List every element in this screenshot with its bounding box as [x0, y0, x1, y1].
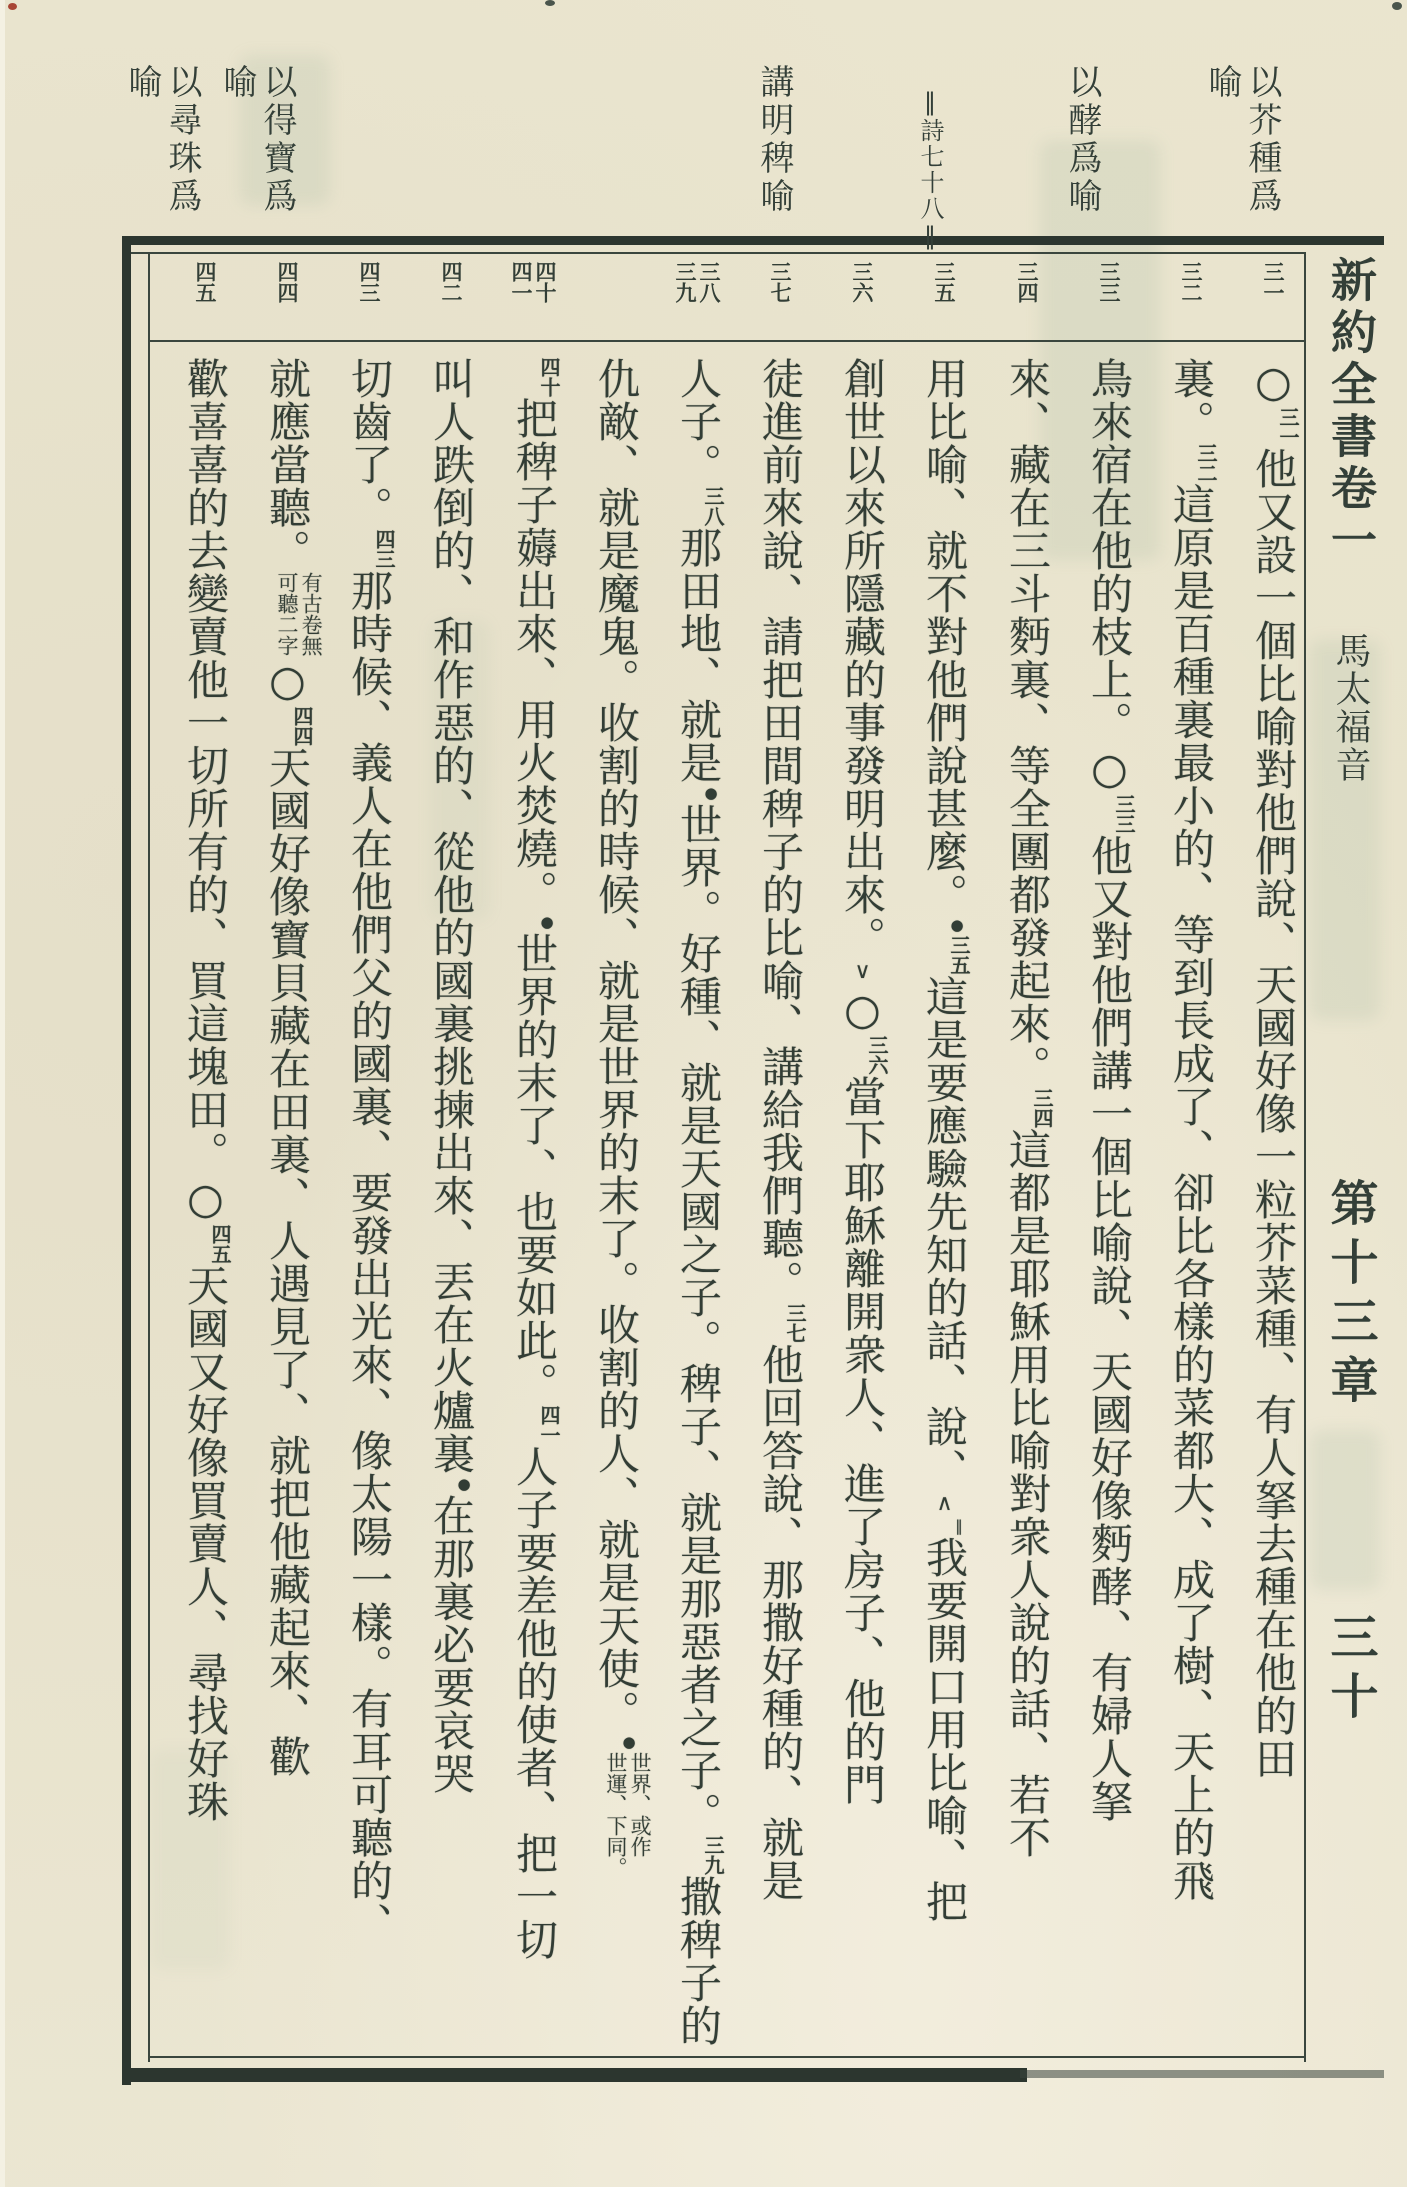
inline-footnote-line: 可聽二字 — [275, 572, 299, 656]
frame-left-thick — [122, 236, 131, 2085]
book-title: 新約全書卷一 — [1324, 256, 1378, 568]
margin-note-continuation: 喻 — [122, 64, 162, 102]
inline-verse-number: 三八 — [701, 486, 725, 526]
inline-verse-number: 四一 — [537, 1405, 561, 1445]
inline-footnote — [604, 1752, 652, 1878]
quotation-open-mark: ∧ — [932, 1491, 957, 1517]
inline-footnote-line: 世界、或作 — [628, 1752, 653, 1857]
frame-bottom-thick — [122, 2068, 1027, 2082]
text-column: 裏。三二這原是百種裏最小的、等到長成了、卻比各樣的菜都大、成了樹、天上的飛 — [1167, 357, 1218, 1902]
inline-verse-number: 四十 — [537, 357, 561, 397]
margin-note-text: 以芥種爲 — [1242, 64, 1282, 216]
inline-verse-number: 四三 — [372, 529, 396, 569]
margin-note-hidden-treasure — [211, 64, 297, 254]
scan-speck — [8, 3, 17, 10]
scan-speck — [1392, 2, 1402, 10]
paragraph-circle-mark: ○ — [838, 985, 887, 1035]
margin-note-leaven — [1056, 64, 1102, 254]
inline-verse-number: 三九 — [701, 1835, 725, 1875]
verse-number-header: 四二 — [439, 261, 463, 303]
text-column: 用比喻、就不對他們說甚麼。●三五這是要應驗先知的話、說、∧‖我要開口用比喻、把 — [902, 357, 986, 2057]
text-column: ○三一他又設一個比喻對他們說、天國好像一粒芥菜種、有人拏去種在他的田 — [1249, 357, 1300, 1780]
margin-note-tares-explained — [748, 64, 794, 254]
text-column: 切齒了。四三那時候、義人在他們父的國裏、要發出光來、像太陽一樣。有耳可聽的、 — [345, 357, 396, 1945]
verse-number-header: 三四 — [1015, 261, 1039, 303]
inline-verse-number: 三七 — [783, 1303, 807, 1343]
inline-verse-number: 三三 — [1112, 794, 1136, 834]
verse-number-header: 三一 — [1261, 261, 1285, 303]
inline-verse-number: 三六 — [865, 1035, 889, 1075]
frame-top-thin — [122, 252, 1306, 254]
footnote-reference-dot: ● — [538, 913, 556, 932]
inline-footnote-line: 世運、下同。 — [604, 1752, 628, 1878]
inline-footnote-line: 有古卷無 — [299, 572, 324, 656]
margin-note-mustard-seed — [1196, 64, 1282, 254]
footnote-reference-dot: ● — [948, 916, 966, 935]
text-column: 來、藏在三斗麪裏、等全團都發起來。三四這都是耶穌用比喻對衆人說的話、若不 — [1003, 357, 1054, 1859]
paragraph-circle-mark: ○ — [1085, 744, 1134, 794]
inline-verse-number: 四五 — [208, 1224, 232, 1264]
text-column: 仇敵、就是魔鬼。收割的時候、就是世界的末了。收割的人、就是天使。● 世界、或作 世運、下同。 — [574, 357, 658, 2057]
verse-number-header: 三七 — [768, 261, 792, 303]
inline-verse-number: 四四 — [290, 706, 314, 746]
page-number: 三十 — [1322, 1612, 1378, 1730]
frame-bottom-thick-faint — [1020, 2070, 1384, 2078]
margin-note-text: 以酵爲喻 — [1062, 64, 1102, 216]
paragraph-circle-mark: ○ — [263, 656, 312, 706]
page-edge — [0, 0, 5, 2187]
margin-note-psalm-78 — [903, 88, 943, 278]
inline-verse-number: 三二 — [1194, 443, 1218, 483]
verse-number-header: 三二 — [1179, 261, 1203, 303]
gospel-title: 馬太福音 — [1330, 632, 1371, 784]
inline-verse-number: 三一 — [1276, 407, 1300, 447]
margin-note-text: ‖詩七十八‖ — [916, 88, 944, 252]
verse-number-header: 三三 — [1097, 261, 1121, 303]
verse-number-header: 四四 — [275, 261, 299, 303]
scan-speck — [545, 0, 555, 6]
paragraph-circle-mark: ○ — [181, 1174, 230, 1224]
verse-number-header: 三六 — [850, 261, 874, 303]
margin-note-pearl — [116, 64, 202, 254]
text-column: 鳥來宿在他的枝上。○三三他又對他們講一個比喻說、天國好像麪酵、有婦人拏 — [1085, 357, 1136, 1823]
text-column: 徒進前來說、請把田間稗子的比喻、講給我們聽。三七他回答說、那撒好種的、就是 — [756, 357, 807, 1902]
verse-number-header: 三八 三九 — [673, 261, 721, 303]
text-column: 創世以來所隱藏的事發明出來。∨○三六當下耶穌離開衆人、進了房子、他的門 — [838, 357, 889, 1806]
footnote-reference-dot: ● — [455, 1475, 473, 1494]
frame-left-thin — [148, 252, 150, 2062]
text-column: 叫人跌倒的、和作惡的、從他的國裏挑揀出來、丟在火爐裏●在那裏必要哀哭 — [409, 357, 493, 2057]
footnote-reference-dot: ● — [702, 784, 720, 803]
paragraph-circle-mark: ○ — [1249, 357, 1298, 407]
quotation-close-mark: ∨ — [850, 959, 875, 985]
margin-note-continuation: 喻 — [217, 64, 257, 102]
margin-note-text: 講明稗喻 — [754, 64, 794, 216]
footnote-reference-dot: ● — [620, 1733, 638, 1752]
margin-note-text: 以尋珠爲 — [162, 64, 202, 216]
verse-number-header: 四五 — [193, 261, 217, 303]
verse-number-header: 四三 — [357, 261, 381, 303]
text-column: 就應當聽。 有古卷無 可聽二字 ○四四天國好像寶貝藏在田裏、人遇見了、就把他藏起來、歡 — [263, 357, 324, 1778]
text-column: 人子。三八那田地、就是●世界。好種、就是天國之子。稗子、就是那惡者之子。三九撒稗子的 — [656, 357, 740, 2057]
inline-verse-number: 三五 — [947, 935, 971, 975]
margin-note-continuation: 喻 — [1202, 64, 1242, 102]
verse-number-header: 三五 — [932, 261, 956, 303]
text-column: 四十把稗子薅出來、用火焚燒。●世界的末了、也要如此。四一人子要差他的使者、把一切 — [492, 357, 576, 2057]
text-column: 歡喜喜的去變賣他一切所有的、買這塊田。○四五天國又好像買賣人、尋找好珠 — [181, 357, 232, 1823]
showthrough-blot — [1310, 1430, 1380, 1590]
verse-strip-rule — [150, 340, 1304, 342]
citation-reference-mark: ‖ — [950, 1517, 968, 1536]
chapter-heading: 第十三章 — [1322, 1178, 1378, 1414]
verse-number-header: 四十 四一 — [509, 261, 557, 303]
inline-footnote — [275, 572, 323, 656]
inline-verse-number: 三四 — [1030, 1088, 1054, 1128]
margin-note-text: 以得寶爲 — [257, 64, 297, 216]
